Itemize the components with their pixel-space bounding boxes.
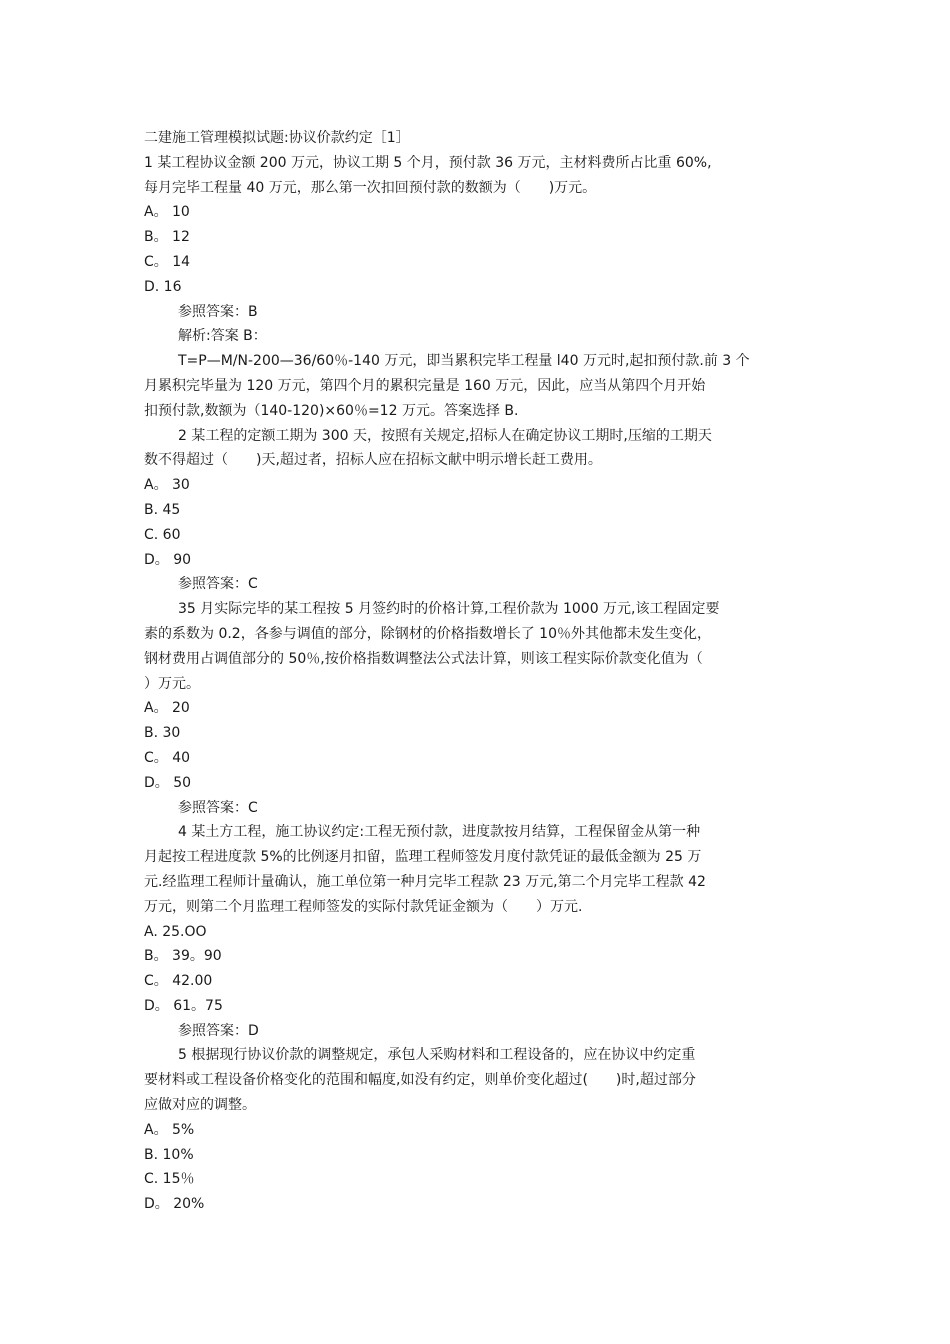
- option-c: C。 14: [144, 253, 191, 270]
- question-2: [144, 424, 812, 598]
- question-4: [144, 820, 812, 1043]
- option-d: D。 90: [144, 551, 192, 568]
- question-1: [144, 151, 812, 424]
- option-a: A. 25.OO: [144, 923, 207, 940]
- question-text: 要材料或工程设备价格变化的范围和幅度,如没有约定，则单价变化超过( )时,超过部分: [144, 1072, 696, 1089]
- question-text: 5 根据现行协议价款的调整规定，承包人采购材料和工程设备的，应在协议中约定重: [178, 1047, 696, 1064]
- question-text: 万元，则第二个月监理工程师签发的实际付款凭证金额为（ ）万元.: [144, 898, 583, 915]
- option-d: D。 20%: [144, 1196, 205, 1213]
- option-b: B。 39。90: [144, 948, 222, 965]
- option-d: D。 61。75: [144, 997, 223, 1014]
- option-c: C。 42.00: [144, 973, 213, 990]
- question-text: 2 某工程的定额工期为 300 天，按照有关规定,招标人在确定协议工期时,压缩的工期天: [178, 427, 712, 444]
- option-b: B. 10%: [144, 1146, 194, 1163]
- question-text: 35 月实际完毕的某工程按 5 月签约时的价格计算,工程价款为 1000 万元,该工程固定要: [178, 601, 720, 618]
- question-text: 4 某土方工程，施工协议约定:工程无预付款，进度款按月结算，工程保留金从第一种: [178, 824, 701, 841]
- analysis-text: 月累积完毕量为 120 万元，第四个月的累积完量是 160 万元，因此，应当从第四个月开始: [144, 377, 706, 394]
- question-5: [144, 1043, 812, 1217]
- option-a: A。 5%: [144, 1121, 195, 1138]
- option-a: A。 10: [144, 204, 190, 221]
- option-a: A。 20: [144, 700, 190, 717]
- question-text: 每月完毕工程量 40 万元，那么第一次扣回预付款的数额为（ )万元。: [144, 179, 597, 196]
- question-text: 应做对应的调整。: [144, 1097, 256, 1114]
- question-text: 数不得超过（ )天,超过者，招标人应在招标文献中明示增长赶工费用。: [144, 452, 602, 469]
- document-title: 二建施工管理模拟试题:协议价款约定［1］: [144, 130, 410, 146]
- option-c: C. 15％: [144, 1171, 195, 1188]
- document-body: [144, 126, 812, 1217]
- option-b: B. 30: [144, 725, 181, 742]
- option-c: C。 40: [144, 749, 191, 766]
- analysis-text: 扣预付款,数额为（140-120)×60％=12 万元。答案选择 B.: [144, 402, 519, 419]
- analysis-label: 解析:答案 B：: [178, 328, 267, 345]
- option-b: B。 12: [144, 229, 190, 246]
- question-text: 钢材费用占调值部分的 50％,按价格指数调整法公式法计算，则该工程实际价款变化值为（: [144, 650, 703, 667]
- option-a: A。 30: [144, 477, 190, 494]
- reference-answer: 参照答案：D: [178, 1022, 259, 1039]
- option-c: C. 60: [144, 526, 181, 543]
- question-text: 元.经监理工程师计量确认，施工单位第一种月完毕工程款 23 万元,第二个月完毕工程款 42: [144, 873, 706, 890]
- question-text: 素的系数为 0.2，各参与调值的部分，除钢材的价格指数增长了 10％外其他都未发生变化，: [144, 625, 711, 642]
- question-text: 1 某工程协议金额 200 万元，协议工期 5 个月，预付款 36 万元，主材料费所占比重 60%,: [144, 154, 712, 171]
- question-text: 月起按工程进度款 5%的比例逐月扣留，监理工程师签发月度付款凭证的最低金额为 25 万: [144, 849, 702, 866]
- reference-answer: 参照答案：C: [178, 799, 258, 816]
- reference-answer: 参照答案：B: [178, 303, 258, 320]
- option-d: D. 16: [144, 278, 182, 295]
- option-d: D。 50: [144, 774, 192, 791]
- question-text: ）万元。: [144, 675, 200, 692]
- analysis-text: T=P—M/N-200—36/60％-140 万元，即当累积完毕工程量 l40 万元时,起扣预付款.前 3 个: [178, 353, 750, 370]
- option-b: B. 45: [144, 501, 181, 518]
- reference-answer: 参照答案：C: [178, 576, 258, 593]
- question-3: [144, 597, 812, 820]
